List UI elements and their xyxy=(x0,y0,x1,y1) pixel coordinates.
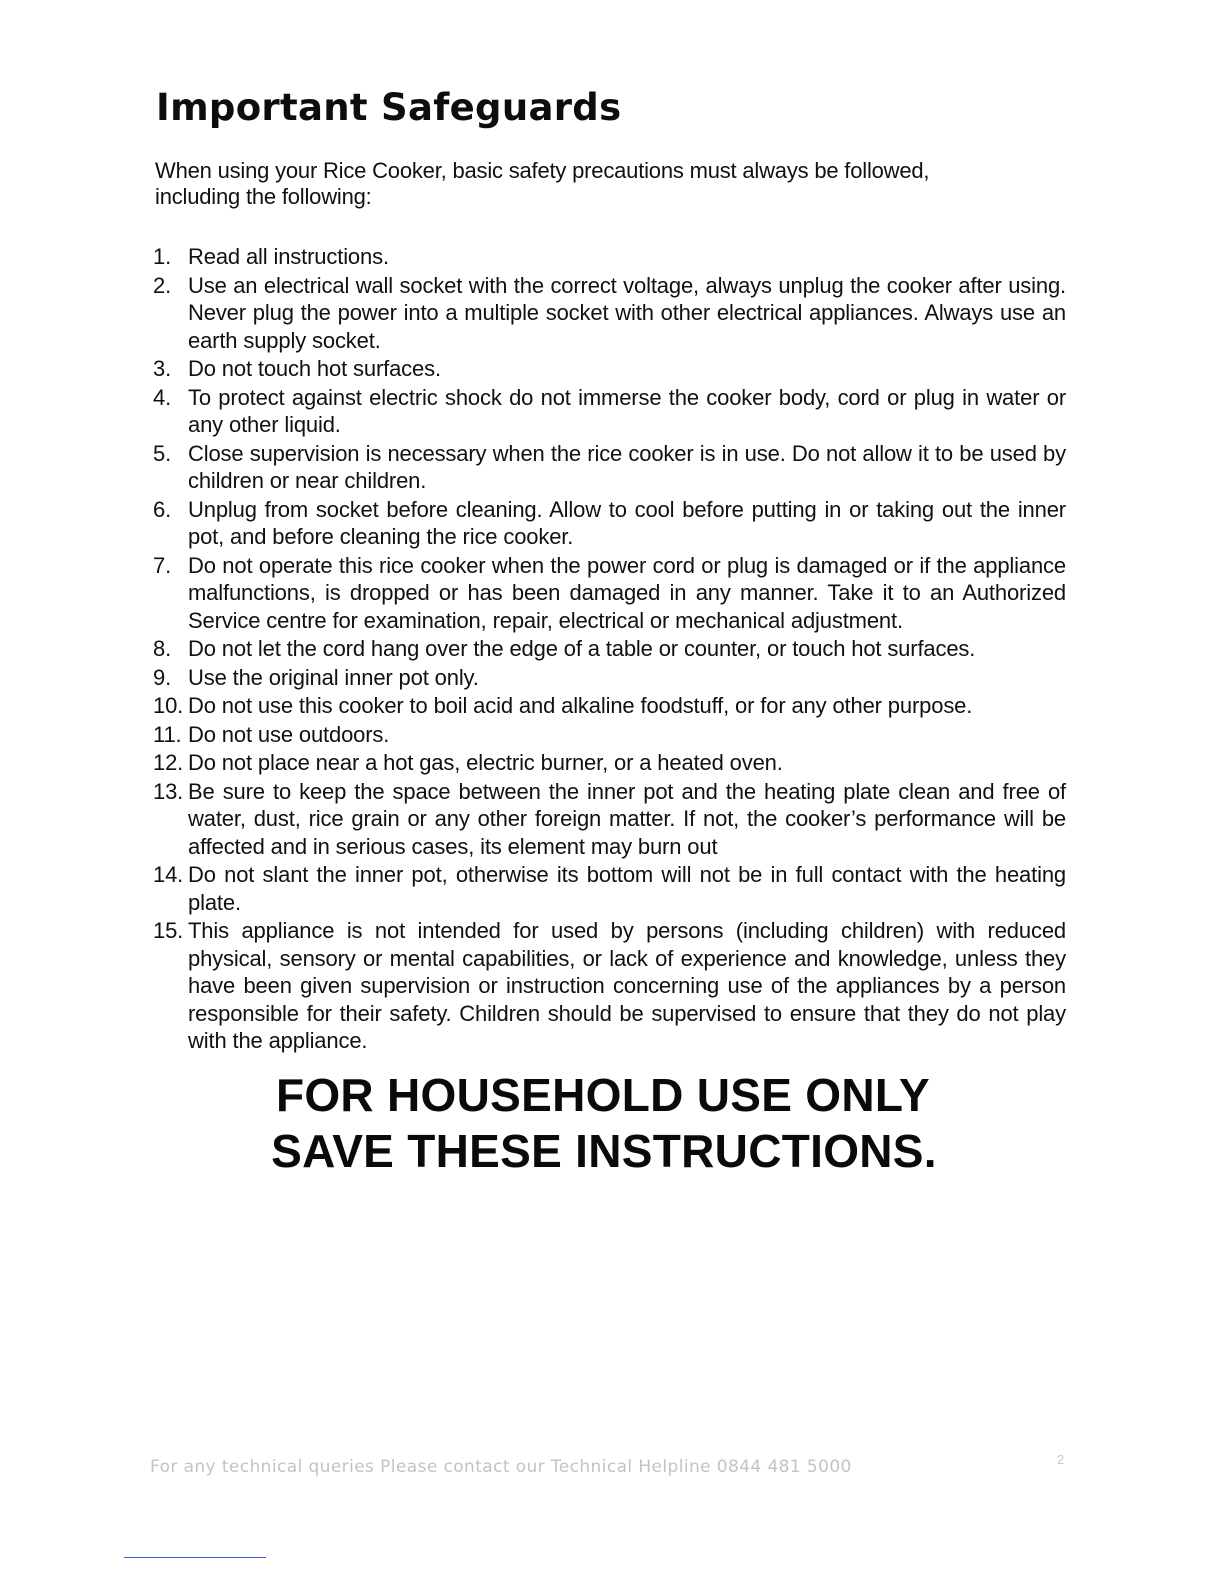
list-item xyxy=(153,384,1066,439)
list-item-number: 8. xyxy=(153,636,172,661)
list-item-text: Do not touch hot surfaces. xyxy=(188,356,441,381)
list-item-text: Do not use this cooker to boil acid and alkaline foodstuff, or for any other purpose. xyxy=(188,693,973,718)
household-use-notice: FOR HOUSEHOLD USE ONLY xyxy=(275,1069,931,1121)
list-item-number: 9. xyxy=(153,664,172,690)
list-item-text: Be sure to keep the space between the inner pot and the heating plate clean and free of water, dust, rice grain or any other foreign matter. If not, the cooker’s performance will be affected and in serious cases, its element may burn out xyxy=(188,778,1066,859)
list-item-text: Close supervision is necessary when the rice cooker is in use. Do not allow it to be used by children or near children. xyxy=(188,440,1066,493)
list-item xyxy=(153,664,1066,692)
list-item xyxy=(153,496,1066,551)
page-title: Important Safeguards xyxy=(156,86,622,129)
edge-rule xyxy=(124,1557,266,1558)
page-number: 2 xyxy=(1057,1452,1065,1467)
list-item-number: 10. xyxy=(153,693,184,718)
list-item xyxy=(153,721,1066,749)
list-item-text: To protect against electric shock do not immerse the cooker body, cord or plug in water or any other liquid. xyxy=(188,384,1066,437)
list-item xyxy=(153,917,1066,1055)
list-item-number: 1. xyxy=(153,244,172,269)
list-item-text: Use an electrical wall socket with the correct voltage, always unplug the cooker after using. Never plug the power into a multiple socket with other electrical appliances. Always use an earth supply socket. xyxy=(188,272,1066,353)
list-item-number: 6. xyxy=(153,496,172,522)
helpline-footer: For any technical queries Please contact our Technical Helpline 0844 481 5000 xyxy=(150,1457,852,1477)
list-item-number: 11. xyxy=(153,721,182,747)
list-item xyxy=(153,861,1066,916)
list-item-text: Do not use outdoors. xyxy=(188,721,390,747)
list-item-text: Do not place near a hot gas, electric burner, or a heated oven. xyxy=(188,750,783,775)
list-item xyxy=(153,778,1066,861)
list-item-number: 5. xyxy=(153,440,172,466)
list-item-number: 4. xyxy=(153,384,172,410)
list-item-number: 13. xyxy=(153,778,184,804)
list-item-text: This appliance is not intended for used by persons (including children) with reduced physical, sensory or mental capabilities, or lack of experience and knowledge, unless they have been given supervision or instruction concerning use of the appliances by a person responsible for their safety. Children should be supervised to ensure that they do not play with the appliance. xyxy=(188,918,1066,1053)
list-item xyxy=(153,635,1066,663)
list-item xyxy=(153,440,1066,495)
list-item-text: Do not let the cord hang over the edge of a table or counter, or touch hot surfaces. xyxy=(188,636,976,661)
list-item xyxy=(153,749,1066,777)
list-item xyxy=(153,272,1066,355)
list-item-text: Unplug from socket before cleaning. Allow to cool before putting in or taking out the inner pot, and before cleaning the rice cooker. xyxy=(188,496,1066,549)
list-item-number: 2. xyxy=(153,272,172,298)
list-item-number: 7. xyxy=(153,552,172,578)
list-item-text: Do not slant the inner pot, otherwise its bottom will not be in full contact with the heating plate. xyxy=(188,862,1066,915)
save-instructions-notice: SAVE THESE INSTRUCTIONS. xyxy=(271,1125,937,1177)
intro-paragraph: When using your Rice Cooker, basic safety precautions must always be followed, including the following: xyxy=(155,158,930,209)
list-item-number: 15. xyxy=(153,918,184,943)
list-item-number: 14. xyxy=(153,862,184,887)
list-item-text: Do not operate this rice cooker when the power cord or plug is damaged or if the appliance malfunctions, is dropped or has been damaged in any manner. Take it to an Authorized Service centre for examination, repair, electrical or mechanical adjustment. xyxy=(188,552,1066,633)
list-item xyxy=(153,552,1066,635)
list-item xyxy=(153,243,1066,271)
safeguards-list xyxy=(153,243,1066,1056)
list-item-text: Read all instructions. xyxy=(188,244,389,269)
list-item-text: Use the original inner pot only. xyxy=(188,664,479,690)
list-item xyxy=(153,692,1066,720)
list-item-number: 3. xyxy=(153,356,172,381)
list-item xyxy=(153,355,1066,383)
list-item-number: 12. xyxy=(153,750,184,775)
